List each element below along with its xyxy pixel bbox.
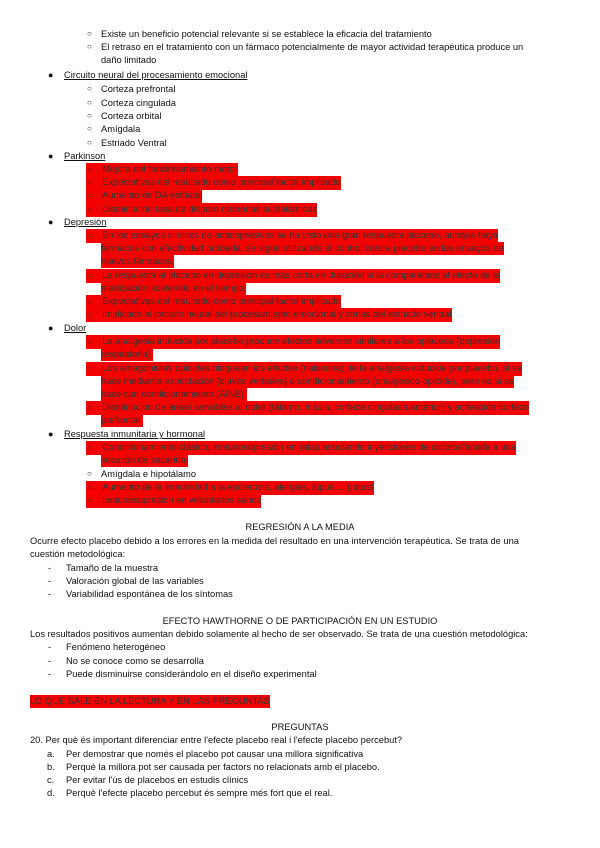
dash-bullet-icon: -	[48, 589, 52, 599]
highlighted-item: ○ Inmunosupresión en voluntarios sanos	[86, 494, 261, 508]
circle-bullet-icon: ○	[87, 337, 92, 346]
circle-bullet-icon: ○	[87, 231, 92, 240]
option-letter: d.	[47, 788, 55, 798]
option-letter: a.	[47, 749, 55, 759]
section-heading-preguntas: PREGUNTAS	[271, 722, 329, 732]
list-item: Valoración global de las variables	[66, 576, 204, 586]
section-heading-regresion: REGRESIÓN A LA MEDIA	[245, 522, 355, 532]
option-letter: b.	[47, 762, 55, 772]
option-text: Per demostrar que només el placebo pot causar una millora significativa	[66, 749, 364, 759]
highlighted-item: ○ Los antagonistas opioides bloquean los efectos (naloxona) de la analgesia inducida por placebo, si se	[86, 362, 522, 376]
circle-bullet-icon: ○	[87, 483, 92, 492]
section-title-parkinson: Parkinson	[64, 151, 106, 161]
list-item: Corteza prefrontal	[101, 84, 176, 94]
section-title-circuito: Circuito neural del procesamiento emocional	[64, 70, 248, 80]
highlighted-item: ○ Implicado el circuito neural del procesamiento emocional y zonas del estriado ventral	[86, 308, 452, 322]
option-letter: c.	[47, 775, 55, 785]
list-item: Fenómeno heterogéneo	[66, 642, 166, 652]
disc-bullet-icon: ●	[48, 217, 54, 227]
highlighted-line: hace con condicionamiento (AINE).	[101, 389, 247, 399]
section-heading-hawthorne: EFECTO HAWTHORNE O DE PARTICIPACIÓN EN UN ESTUDIO	[162, 616, 438, 626]
circle-bullet-icon: ○	[87, 364, 92, 373]
dash-bullet-icon: -	[48, 656, 52, 666]
paragraph-line: cuestión metodológica:	[30, 549, 126, 559]
circle-bullet-icon: ○	[87, 469, 92, 478]
option-text: Per evitar l'ús de placebos en estudis clínics	[66, 775, 249, 785]
highlighted-line: prefrontal.	[101, 415, 143, 425]
circle-bullet-icon: ○	[87, 124, 92, 133]
disc-bullet-icon: ●	[48, 151, 54, 161]
circle-bullet-icon: ○	[87, 29, 92, 38]
paragraph-line: Los resultados positivos aumentan debido solamente al hecho de ser observado. Se trata de una cuestión metodológica:	[30, 629, 528, 639]
list-item: No se conoce como se desarrolla	[66, 656, 204, 666]
option-text: Perquè la millora pot ser causada per factors no relacionats amb el placebo.	[66, 762, 380, 772]
section-title-depresion: Depresión	[64, 217, 107, 227]
disc-bullet-icon: ●	[48, 429, 54, 439]
circle-bullet-icon: ○	[87, 98, 92, 107]
section-title-inmunitaria: Respuesta inmunitaria y hormonal	[64, 429, 206, 439]
list-item: El retraso en el tratamiento con un fármaco potencialmente de mayor actividad terapéutica produce un	[101, 42, 524, 52]
highlighted-line: medicación sostenido en el tiempo.	[101, 283, 247, 293]
circle-bullet-icon: ○	[87, 443, 92, 452]
highlighted-item: ○ Aumento de la inmunidad a la esclerosis, alergias, lupus.... (ratas)	[86, 481, 374, 495]
list-item: Corteza orbital	[101, 111, 162, 121]
highlighted-line: respiratoria).	[101, 349, 154, 359]
highlighted-item: ○ Disminución tasa de disparo neuronas subtalámicas	[86, 203, 317, 217]
highlighted-item: ○ En los ensayos clínicos de antidepresivos se ha visto una gran respuesta placebo, aunque haya	[86, 229, 498, 243]
circle-bullet-icon: ○	[87, 165, 92, 174]
highlighted-line: hace mediante expectación (claves verbales) o condicionamiento (analgésico opioide), pero no si se	[101, 376, 514, 386]
highlighted-line: solución de sacarina.	[101, 455, 189, 465]
circle-bullet-icon: ○	[87, 111, 92, 120]
circle-bullet-icon: ○	[87, 84, 92, 93]
highlighted-line: nuevos fármacos.	[101, 256, 175, 266]
circle-bullet-icon: ○	[87, 310, 92, 319]
dash-bullet-icon: -	[48, 563, 52, 573]
dash-bullet-icon: -	[48, 669, 52, 679]
section-title-dolor: Dolor	[64, 323, 87, 333]
disc-bullet-icon: ●	[48, 323, 54, 333]
highlighted-item: ○ Expectativas del resultado como principal factor implicado	[86, 295, 341, 309]
list-item: Corteza cingulada	[101, 98, 176, 108]
disc-bullet-icon: ●	[48, 70, 54, 80]
list-item: Estriado Ventral	[101, 138, 167, 148]
highlighted-item: ○ La respuesta al placebo en depresión es más corta en duración si la comparamos al efecto de la	[86, 269, 500, 283]
paragraph-line: Ocurre efecto placebo debido a los errores en la medida del resultado en una intervención terapéutica. Se trata de una	[30, 536, 519, 546]
circle-bullet-icon: ○	[87, 191, 92, 200]
highlighted-line: fármacos con efectividad probada, se sigue utilizando el control contra placebo en los ensayos de	[101, 243, 504, 253]
list-item: daño limitado	[101, 55, 157, 65]
list-item: Puede disminuirse considerándolo en el diseño experimental	[66, 669, 317, 679]
circle-bullet-icon: ○	[87, 297, 92, 306]
highlighted-item: ○ Condicionamiento clásico, inmunosupresión en ratas asociando inyecciones de ciclofosfamida a una	[86, 441, 516, 455]
circle-bullet-icon: ○	[87, 205, 92, 214]
highlighted-item: ○ Expectativas del resultado como principal factor implicado	[86, 176, 341, 190]
circle-bullet-icon: ○	[87, 178, 92, 187]
list-item: Amígdala e hipotálamo	[101, 469, 197, 479]
list-item: Existe un beneficio potencial relevante si se establece la eficacia del tratamiento	[101, 29, 432, 39]
highlighted-item: ○ Mejora del funcionamiento motor	[86, 163, 238, 177]
dash-bullet-icon: -	[48, 642, 52, 652]
dash-bullet-icon: -	[48, 576, 52, 586]
question-text: 20. Per què és important diferenciar entre l'efecte placebo real i l'efecte placebo percebut?	[30, 735, 403, 745]
circle-bullet-icon: ○	[87, 271, 92, 280]
highlighted-item: ○ La analgesia inducida por placebo produce efectos adversos similares a los opiáceos (depresión	[86, 335, 500, 349]
list-item: Amígdala	[101, 124, 141, 134]
list-item: Variabilidad espontánea de los síntomas	[66, 589, 233, 599]
circle-bullet-icon: ○	[87, 403, 92, 412]
option-text: Perquè l'efecte placebo percebut és sempre més fort que el real.	[66, 788, 333, 798]
highlighted-item: ○ Aumento de DA estriatal	[86, 189, 202, 203]
highlighted-item: ○ Disminución de áreas sensibles al dolor (tálamo, ínsula, corteza cingulada anterior) y activación corteza	[86, 401, 529, 415]
circle-bullet-icon: ○	[87, 138, 92, 147]
highlighted-note: LO QUE SALE EN LA LECTURA Y EN LAS PREGUNTAS	[30, 696, 270, 706]
list-item: Tamaño de la muestra	[66, 563, 158, 573]
circle-bullet-icon: ○	[87, 42, 92, 51]
circle-bullet-icon: ○	[87, 496, 92, 505]
